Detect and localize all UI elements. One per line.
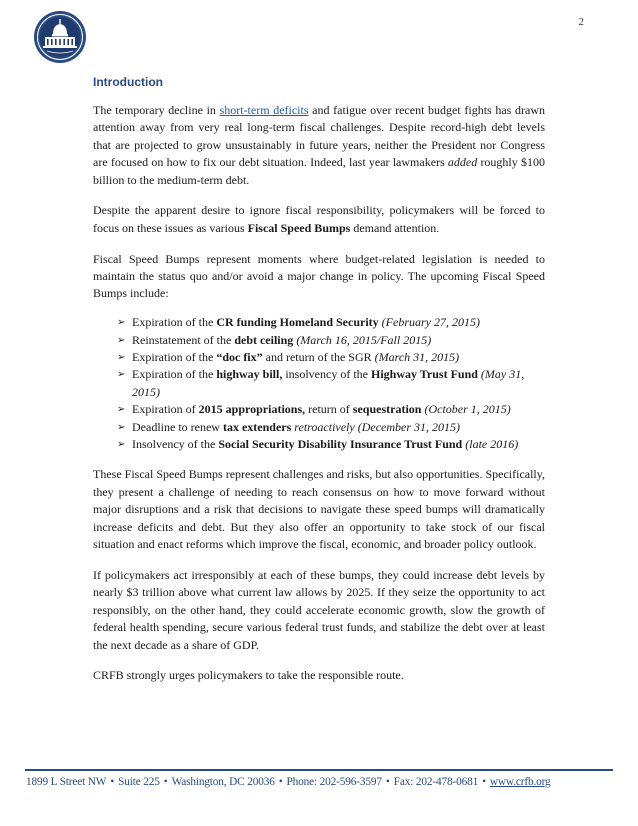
- list-item: [117, 366, 545, 401]
- date-text: (May 31, 2015): [132, 367, 525, 399]
- bold-text: highway bill,: [216, 367, 283, 382]
- text-run: and return of the SGR: [262, 350, 375, 365]
- website-link[interactable]: www.crfb.org: [489, 776, 551, 788]
- text-run: and fatigue over recent budget fights has drawn attention away from very real long-term fiscal challenges. Despite record-high debt levels that are projected to grow unsustainably in future years, neither the President nor Congress are focused on how to fix our debt situation. Indeed, last year lawmakers: [93, 103, 545, 170]
- short-term-deficits-link[interactable]: short-term deficits: [219, 103, 309, 117]
- footer-separator: •: [385, 776, 390, 788]
- bold-text: tax extenders: [222, 419, 292, 434]
- footer-separator: •: [482, 776, 486, 788]
- paragraph-intro: [93, 102, 545, 189]
- arrow-bullet-icon: ➢: [117, 317, 126, 329]
- text-run: Deadline to renew: [132, 419, 223, 434]
- emphasis-text: added: [447, 155, 478, 170]
- footer-separator: •: [163, 776, 168, 788]
- date-text: retroactively (December 31, 2015): [294, 419, 461, 434]
- footer-address: 1899 L Street NW: [26, 776, 107, 788]
- arrow-bullet-icon: ➢: [117, 404, 126, 416]
- section-heading: Introduction: [93, 75, 163, 89]
- list-item: [117, 436, 545, 453]
- footer-suite: Suite 225: [118, 776, 160, 788]
- text-run: roughly $100 billion to the medium-term debt.: [93, 155, 545, 187]
- text-run: Expiration of the: [132, 315, 217, 330]
- bold-text: debt ceiling: [234, 332, 294, 347]
- footer-contact: [26, 776, 626, 788]
- bold-text: Highway Trust Fund: [371, 367, 478, 382]
- speed-bumps-list: [93, 314, 545, 453]
- bold-text: sequestration: [352, 402, 422, 417]
- date-text: (late 2016): [465, 437, 519, 452]
- arrow-bullet-icon: ➢: [117, 334, 126, 346]
- text-run: Despite the apparent desire to ignore fiscal responsibility, policymakers will be forced to focus on these issues as various: [93, 203, 545, 235]
- arrow-bullet-icon: ➢: [117, 439, 126, 451]
- list-item: [117, 314, 545, 331]
- text-run: return of: [305, 402, 353, 417]
- text-run: insolvency of the: [282, 367, 371, 382]
- text-run: Expiration of the: [132, 367, 217, 382]
- footer-fax: Fax: 202-478-0681: [393, 776, 479, 788]
- date-text: (March 16, 2015/Fall 2015): [296, 332, 432, 347]
- list-item: [117, 401, 545, 418]
- arrow-bullet-icon: ➢: [117, 352, 126, 364]
- footer-divider: [25, 769, 613, 771]
- paragraph-challenges: These Fiscal Speed Bumps represent challenges and risks, but also opportunities. Specifically, they present a challenge of needing to reach consensus on how to move forward without major disruptions and a risk that decisions to navigate these speed bumps will dramatically increase deficits and debt. But they also offer an opportunity to take stock of our fiscal situation and enact reforms which improve the fiscal, economic, and broader policy outlook.: [93, 467, 545, 552]
- text-run: Insolvency of the: [132, 437, 219, 452]
- list-item: [117, 349, 545, 366]
- document-body: [93, 74, 545, 698]
- text-run: demand attention.: [350, 220, 440, 235]
- date-text: (October 1, 2015): [424, 402, 511, 417]
- paragraph-speed-bumps: [93, 202, 545, 237]
- text-run: Reinstatement of the: [132, 332, 235, 347]
- bold-text: “doc fix”: [216, 350, 263, 365]
- text-run: The temporary decline in: [93, 103, 220, 117]
- bold-text: CR funding Homeland Security: [216, 315, 379, 330]
- arrow-bullet-icon: ➢: [117, 369, 126, 381]
- date-text: (March 31, 2015): [374, 350, 460, 365]
- bold-text: Social Security Disability Insurance Trust Fund: [218, 437, 463, 452]
- date-text: (February 27, 2015): [381, 315, 480, 330]
- list-item: [117, 332, 545, 349]
- footer-phone: Phone: 202-596-3597: [286, 776, 382, 788]
- footer-city: Washington, DC 20036: [171, 776, 275, 788]
- page-number: 2: [578, 16, 584, 28]
- list-item: [117, 419, 545, 436]
- text-run: Expiration of the: [132, 350, 217, 365]
- footer-separator: •: [278, 776, 283, 788]
- paragraph-debt-outlook: If policymakers act irresponsibly at each of these bumps, they could increase debt levels by nearly $3 trillion above what current law allows by 2025. If they seize the opportunity to act responsibly, on the other hand, they could accelerate economic growth, slow the growth of federal health spending, secure various federal trust funds, and stabilize the debt over at least the next decade as a share of GDP.: [93, 567, 545, 652]
- paragraph-conclusion: CRFB strongly urges policymakers to take the responsible route.: [93, 668, 404, 683]
- bold-text: 2015 appropriations,: [198, 402, 306, 417]
- bold-text: Fiscal Speed Bumps: [247, 220, 351, 235]
- arrow-bullet-icon: ➢: [117, 421, 126, 433]
- paragraph-definition: Fiscal Speed Bumps represent moments where budget-related legislation is needed to maintain the status quo and/or avoid a major change in policy. The upcoming Fiscal Speed Bumps include:: [93, 251, 545, 301]
- footer-separator: •: [110, 776, 115, 788]
- capitol-seal-icon: [33, 10, 87, 64]
- text-run: Expiration of: [132, 402, 199, 417]
